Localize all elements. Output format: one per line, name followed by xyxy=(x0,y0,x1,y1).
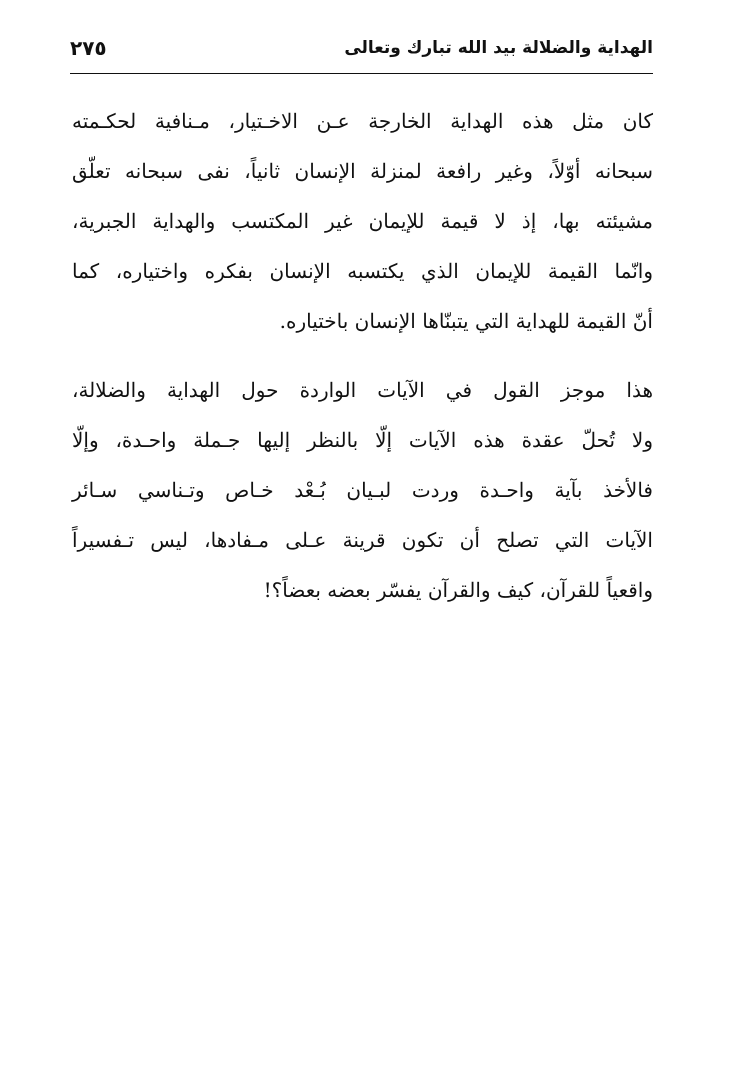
text-line: واقعياً للقرآن، كيف والقرآن يفسّر بعضه بعضاً؟! xyxy=(263,578,653,602)
paragraph-spacer xyxy=(72,346,653,365)
body-text xyxy=(72,96,653,615)
paragraph-2 xyxy=(72,365,653,615)
text-line: ولا تُحلّ عقدة هذه الآيات إلّا بالنظر إليها جـملة واحـدة، وإلّا xyxy=(72,428,653,452)
paragraph-1 xyxy=(72,96,653,346)
text-line: فالأخذ بآية واحـدة وردت لبـيان بُـعْد خـاص وتـناسي سـائر xyxy=(72,478,653,502)
text-line: كان مثل هذه الهداية الخارجة عـن الاخـتيار، مـنافية لحكـمته xyxy=(72,109,653,133)
text-line: سبحانه أوّلاً، وغير رافعة لمنزلة الإنسان ثانياً، نفى سبحانه تعلّق xyxy=(72,159,653,183)
text-line: أنّ القيمة للهداية التي يتبنّاها الإنسان باختياره. xyxy=(279,309,653,333)
text-line: مشيئته بها، إذ لا قيمة للإيمان غير المكتسب والهداية الجبرية، xyxy=(72,209,653,233)
running-title: الهداية والضلالة بيد الله تبارك وتعالى xyxy=(344,38,653,58)
text-line: هذا موجز القول في الآيات الواردة حول الهداية والضلالة، xyxy=(72,378,653,402)
text-line: وانّما القيمة للإيمان الذي يكتسبه الإنسان بفكره واختياره، كما xyxy=(72,259,653,283)
page-header xyxy=(70,30,653,66)
text-line: الآيات التي تصلح أن تكون قرينة عـلى مـفادها، ليس تـفسيراً xyxy=(72,528,653,552)
header-rule xyxy=(70,73,653,74)
page-number: ٢٧٥ xyxy=(70,36,107,60)
